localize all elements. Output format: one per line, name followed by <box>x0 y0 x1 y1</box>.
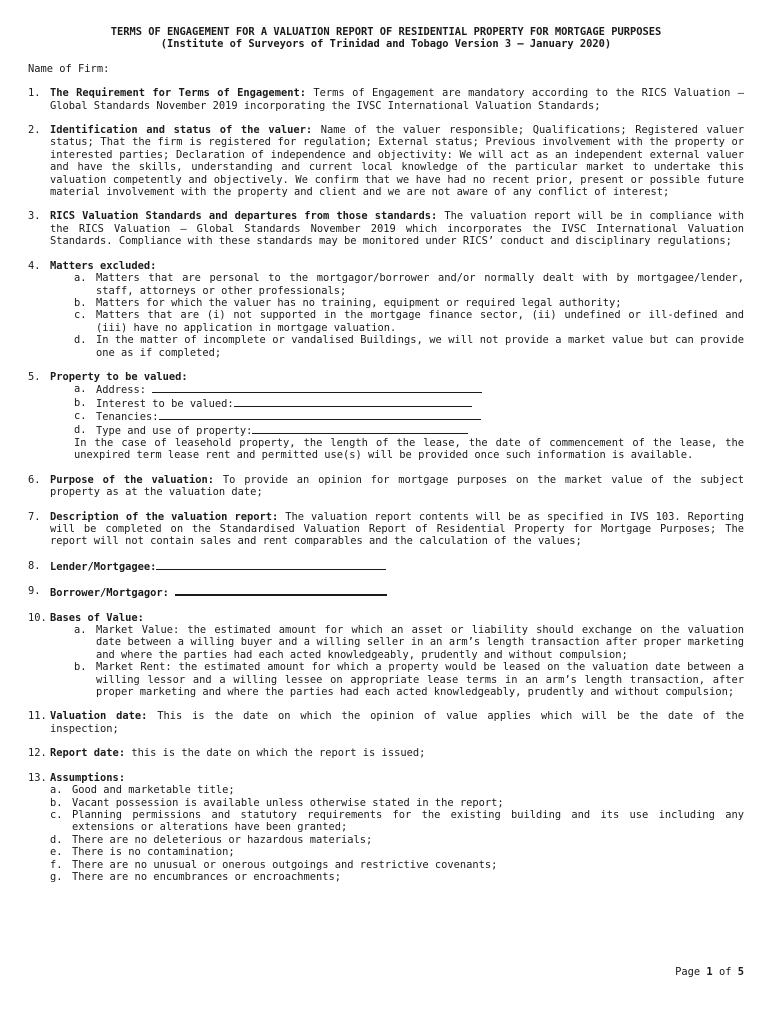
borrower-label: Borrower/Mortgagor: <box>50 587 169 600</box>
list-item: a. Matters that are personal to the mortgagor/borrower and/or normally dealt with by mortgagee/lender, staff, attorneys or other professionals; <box>74 272 744 297</box>
clause-heading: Description of the valuation report: <box>50 510 279 523</box>
clause-11: 11. Valuation date: This is the date on which the opinion of value applies which will be the date of the inspection; <box>28 710 744 735</box>
clause-heading: Bases of Value: <box>50 611 144 624</box>
list-item: c. Matters that are (i) not supported in the mortgage finance sector, (ii) undefined or ill-defined and (iii) have no application in mortgage valuation. <box>74 309 744 334</box>
clause-heading: RICS Valuation Standards and departures from those standards: <box>50 210 438 223</box>
list-item: d. There are no deleterious or hazardous materials; <box>50 833 373 846</box>
document-subtitle: (Institute of Surveyors of Trinidad and Tobago Version 3 – January 2020) <box>160 38 612 51</box>
clause-4: 4. Matters excluded: a. Matters that are personal to the mortgagor/borrower and/or normally dealt with by mortgagee/lender, staff, attorneys or other professionals; b. Matters for which the valuer has no training, equipment or required legal authority; c. Matters that are (i) not supported in the mortgage finance sector, (ii) undefined or ill-defined and (iii) have no application in mortgage valuation. d. In the matter of incomplete or vandalised Buildings, we will not provide a market value but can provide one as if completed; <box>28 259 744 359</box>
clause-heading: The Requirement for Terms of Engagement: <box>50 87 306 100</box>
list-item: a. Good and marketable title; <box>50 784 235 797</box>
page-number: Page 1 of 5 <box>675 966 744 978</box>
list-item: a. Market Value: the estimated amount for which an asset or liability should exchange on the valuation date between a willing buyer and a willing seller in an arm’s length transaction after proper marketing and where the parties had each acted knowledgeably, prudently and without compulsion; <box>74 624 744 661</box>
list-item: c. Planning permissions and statutory requirements for the existing building and its use including any extensions or alterations have been granted; <box>50 808 744 834</box>
document-page <box>28 26 744 883</box>
clause-heading: Valuation date: <box>50 710 148 723</box>
interest-field[interactable]: b. Interest to be valued: <box>74 397 744 410</box>
clause-heading: Report date: <box>50 747 126 760</box>
tenancies-field[interactable]: c. Tenancies: <box>74 410 744 423</box>
clause-3: 3. RICS Valuation Standards and departures from those standards: The valuation report will be in compliance with the RICS Valuation – Global Standards November 2019 which incorporates the IVSC International Valuation Standards. Compliance with these standards may be monitored under RICS’ conduct and disciplinary regulations; <box>28 210 744 248</box>
clause-1: 1. The Requirement for Terms of Engagement: Terms of Engagement are mandatory according to the RICS Valuation – Global Standards November 2019 incorporating the IVSC International Valuation Standards; <box>28 87 745 112</box>
list-item: b. Vacant possession is available unless otherwise stated in the report; <box>50 796 504 809</box>
clause-7: 7. Description of the valuation report: The valuation report contents will be as specified in IVS 103. Reporting will be completed on the Standardised Valuation Report of Residential Property for Mortgage Purposes; The report will not contain sales and rent comparables and the calculation of the values; <box>28 510 744 548</box>
list-item: g. There are no encumbrances or encroachments; <box>50 870 341 883</box>
document-title: TERMS OF ENGAGEMENT FOR A VALUATION REPORT OF RESIDENTIAL PROPERTY FOR MORTGAGE PURPOSES <box>110 26 662 38</box>
clause-13: 13. Assumptions: a. Good and marketable title; b. Vacant possession is available unless otherwise stated in the report; c. Planning permissions and statutory requirements for the existing building and its use including any extensions or alterations have been granted; d. There are no deleterious or hazardous materials; e. There is no contamination; f. There are no unusual or onerous outgoings and restrictive covenants; g. There are no encumbrances or encroachments; <box>28 771 744 883</box>
property-type-field[interactable]: d. Type and use of property: <box>74 424 744 437</box>
clause-12: 12. Report date: this is the date on which the report is issued; <box>28 747 426 760</box>
list-item: b. Market Rent: the estimated amount for which a property would be leased on the valuation date between a willing lessor and a willing lessee on appropriate lease terms in an arm’s length transaction, after proper marketing and where the parties had each acted knowledgeably, prudently and without compulsion; <box>74 661 744 699</box>
clause-10: 10. Bases of Value: a. Market Value: the estimated amount for which an asset or liability should exchange on the valuation date between a willing buyer and a willing seller in an arm’s length transaction after proper marketing and where the parties had each acted knowledgeably, prudently and without compulsion; b. Market Rent: the estimated amount for which a property would be leased on the valuation date between a willing lessor and a willing lessee on appropriate lease terms in an arm’s length transaction, after proper marketing and where the parties had each acted knowledgeably, prudently and without compulsion; <box>28 611 744 699</box>
address-field[interactable]: a. Address: <box>74 383 744 396</box>
clause-5: 5. Property to be valued: a. Address: b. Interest to be valued: c. Tenancies: d. Type and use of property: In the case of leasehold property, the length of the lease, the date of commencement of the lease, the unexpired term lease rent and permitted use(s) will be provided once such information is available. <box>28 370 744 462</box>
list-item: f. There are no unusual or onerous outgoings and restrictive covenants; <box>50 858 498 871</box>
list-item: b. Matters for which the valuer has no training, equipment or required legal authority; <box>74 296 622 309</box>
clause-heading: Purpose of the valuation: <box>50 473 215 486</box>
clause-heading: Assumptions: <box>50 771 126 784</box>
clause-6: 6. Purpose of the valuation: To provide an opinion for mortgage purposes on the market value of the subject property as at the valuation date; <box>28 473 744 499</box>
lender-label: Lender/Mortgagee: <box>50 560 157 573</box>
clause-2: 2. Identification and status of the valuer: Name of the valuer responsible; Qualifications; Registered valuer status; That the firm is registered for regulation; External status; Previous involvement with the property or interested parties; Declaration of independence and objectivity: We will act as an independent external valuer and have the skills, understanding and current local knowledge of the particular market to undertake this valuation competently and objectively. We confirm that we have had no recent prior, present or possible future material involvement with the property and client and we are not aware of any conflict of interest; <box>28 124 744 199</box>
lender-field[interactable] <box>156 560 386 570</box>
borrower-field[interactable] <box>175 585 387 596</box>
clause-heading: Matters excluded: <box>50 259 157 272</box>
list-item: d. In the matter of incomplete or vandalised Buildings, we will not provide a market value but can provide one as if completed; <box>74 334 744 359</box>
clause-8: 8. Lender/Mortgagee: <box>28 560 744 573</box>
leasehold-note: In the case of leasehold property, the length of the lease, the date of commencement of the lease, the unexpired term lease rent and permitted use(s) will be provided once such information is available. <box>74 436 744 462</box>
list-item: e. There is no contamination; <box>50 846 235 859</box>
clause-heading: Identification and status of the valuer: <box>50 124 313 137</box>
firm-name-label: Name of Firm: <box>28 62 110 75</box>
clause-9: 9. Borrower/Mortgagor: <box>28 585 744 599</box>
clause-heading: Property to be valued: <box>50 370 188 383</box>
